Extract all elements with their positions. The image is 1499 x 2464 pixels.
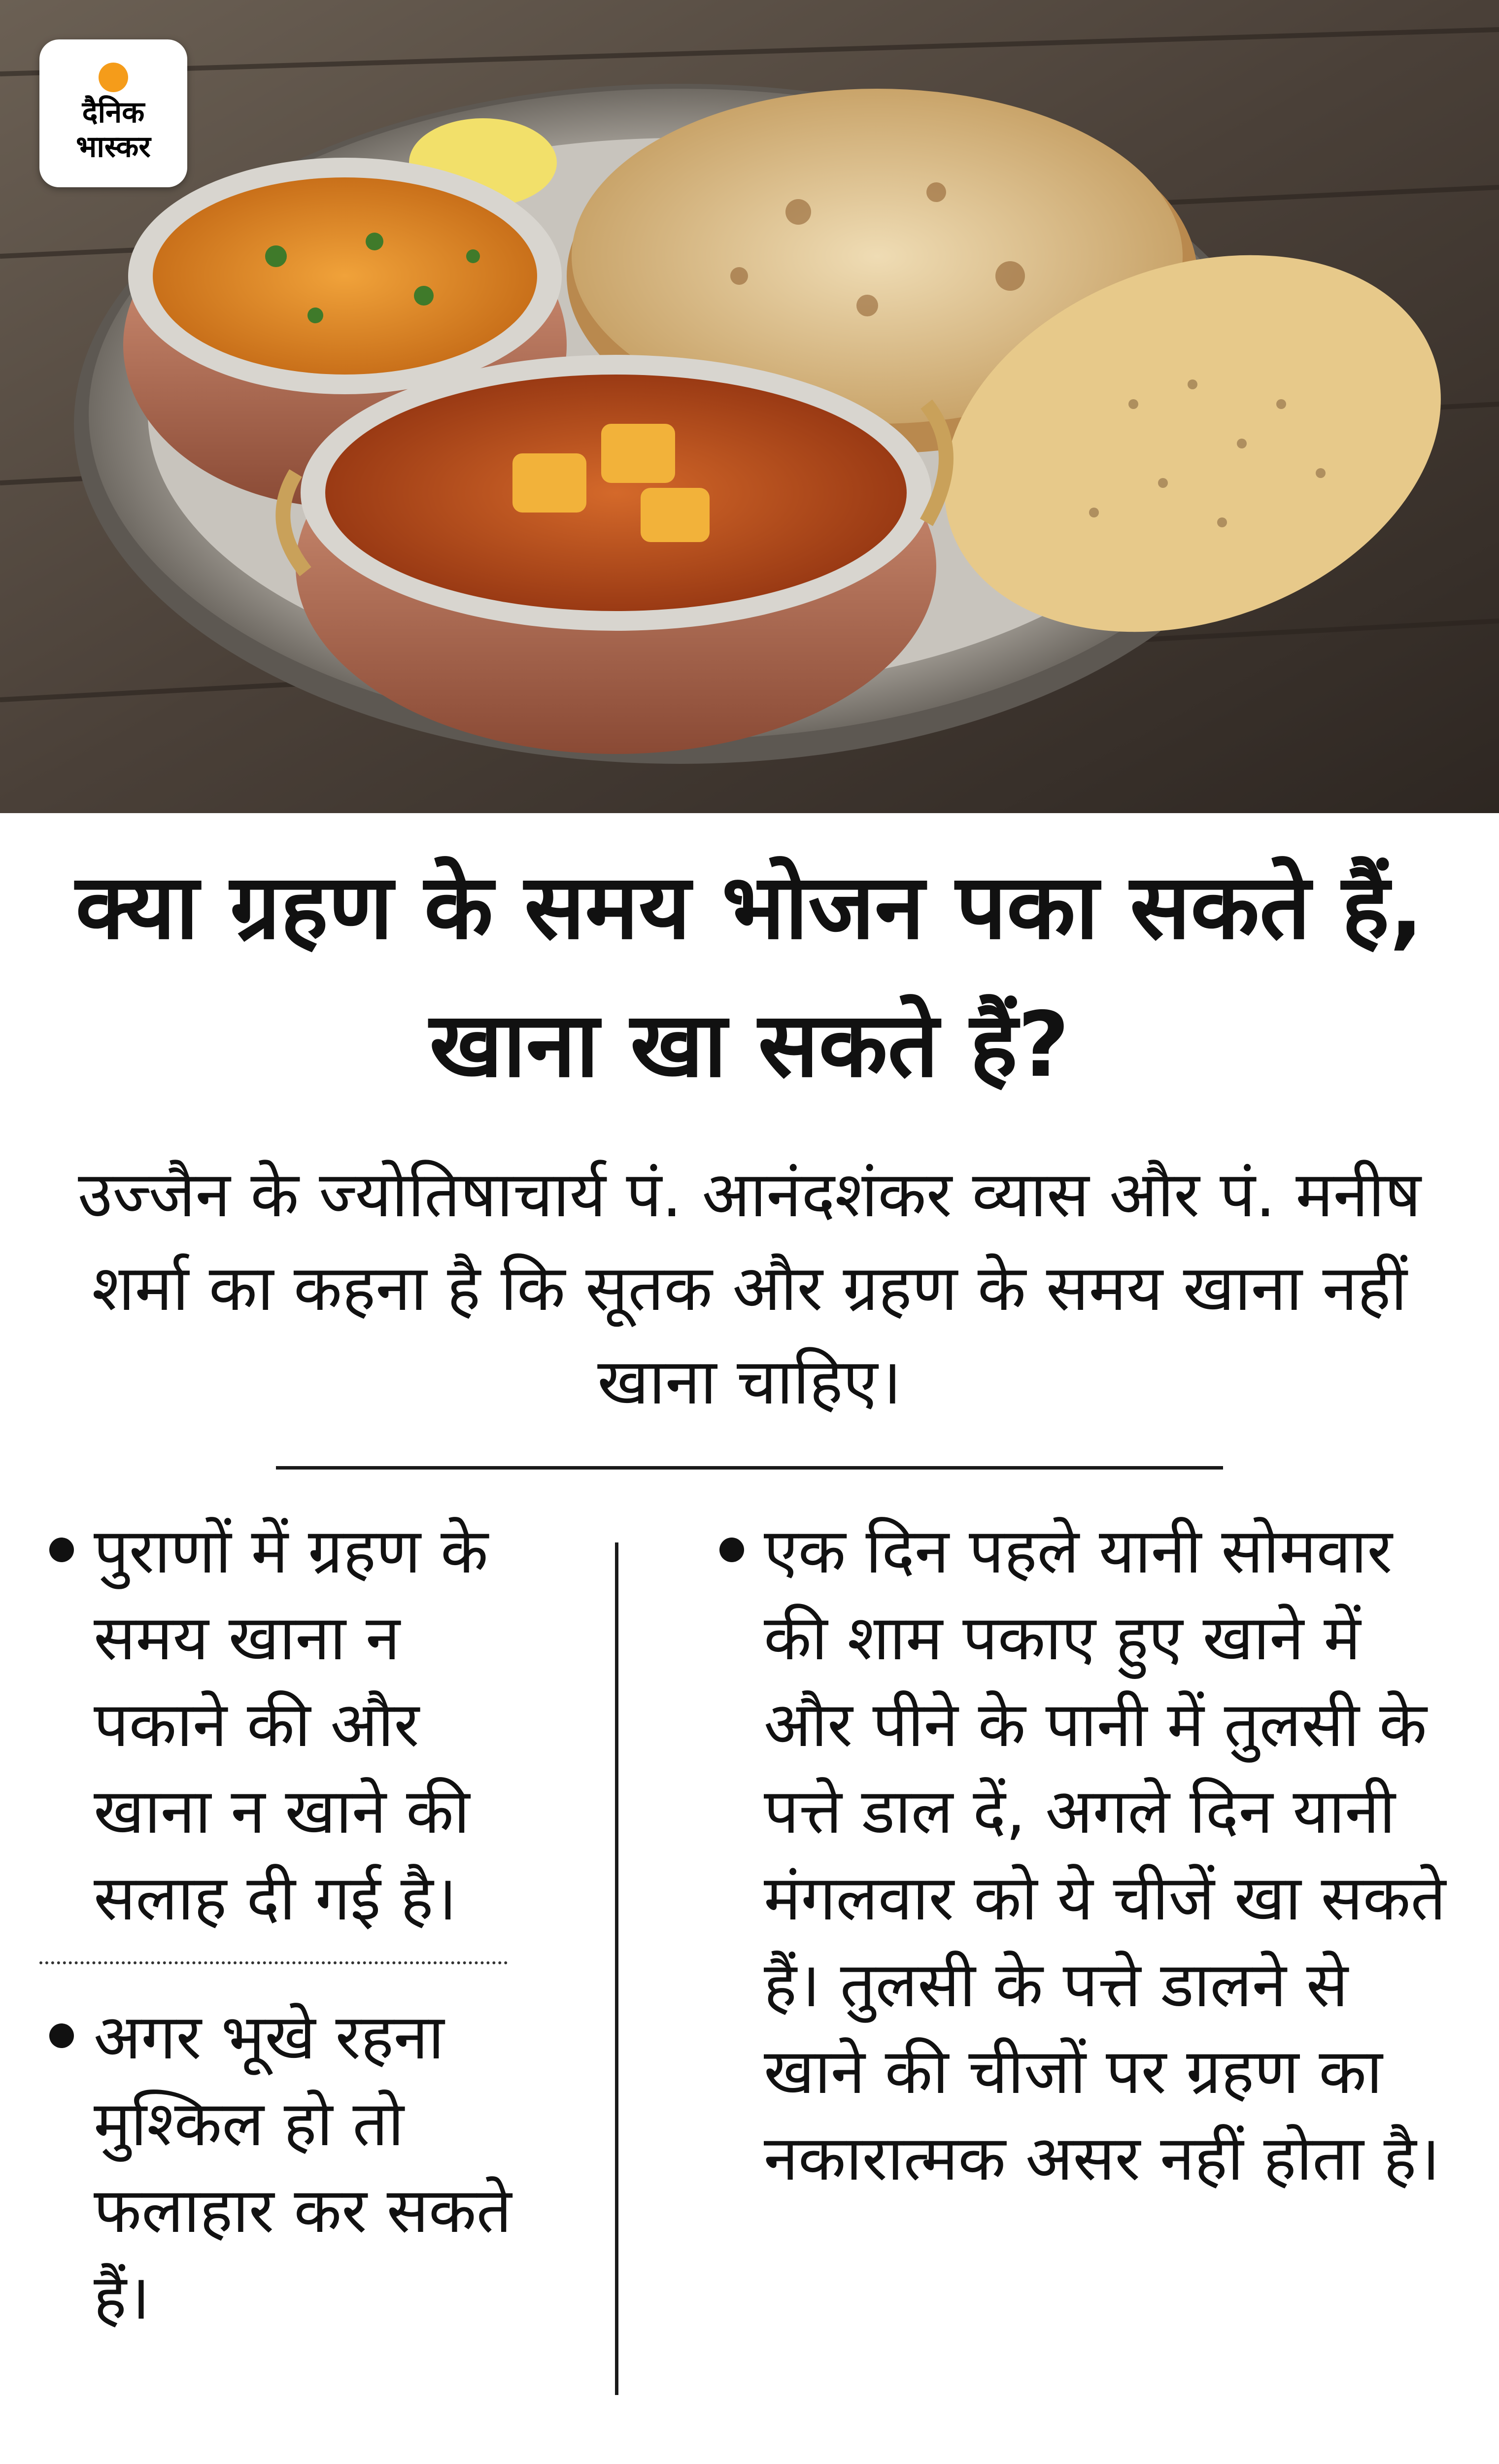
food-photo [0, 0, 1499, 813]
column-divider [615, 1542, 618, 2395]
bullet-dot-icon [49, 1538, 74, 1562]
bullet-text: पुराणों में ग्रहण के समय खाना न पकाने की और खाना न खाने की सलाह दी गई है। [94, 1515, 488, 1934]
right-column [710, 1508, 1468, 2202]
logo-text-line-2: भास्कर [76, 130, 151, 164]
dainik-bhaskar-logo [39, 39, 187, 187]
intro-paragraph: उज्जैन के ज्योतिषाचार्य पं. आनंदशंकर व्यास और पं. मनीष शर्मा का कहना है कि सूतक और ग्रहण के समय खाना नहीं खाना चाहिए। [78, 1158, 1421, 1419]
left-column [39, 1508, 512, 2341]
divider-top [276, 1466, 1223, 1470]
bullet-item [710, 1508, 1468, 2202]
bullet-item [39, 1508, 512, 1942]
thali-illustration [0, 0, 1499, 813]
logo-text-line-1: दैनिक [82, 95, 145, 130]
bullet-dot-icon [49, 2023, 74, 2048]
bullet-item [39, 1994, 512, 2341]
bullet-text: अगर भूखे रहना मुश्किल हो तो फलाहार कर सकते हैं। [94, 2001, 512, 2333]
headline: क्या ग्रहण के समय भोजन पका सकते हैं, खाना खा सकते हैं? [75, 855, 1424, 1097]
bullet-dot-icon [719, 1538, 744, 1562]
bullet-text: एक दिन पहले यानी सोमवार की शाम पकाए हुए खाने में और पीने के पानी में तुलसी के पत्ते डाल दें, अगले दिन यानी मंगलवार को ये चीजें खा सकते हैं। तुलसी के पत्ते डालने से खाने की चीजों पर ग्रहण का नकारात्मक असर नहीं होता है। [764, 1515, 1446, 2194]
dotted-divider [39, 1961, 508, 1964]
sun-icon [99, 63, 128, 92]
